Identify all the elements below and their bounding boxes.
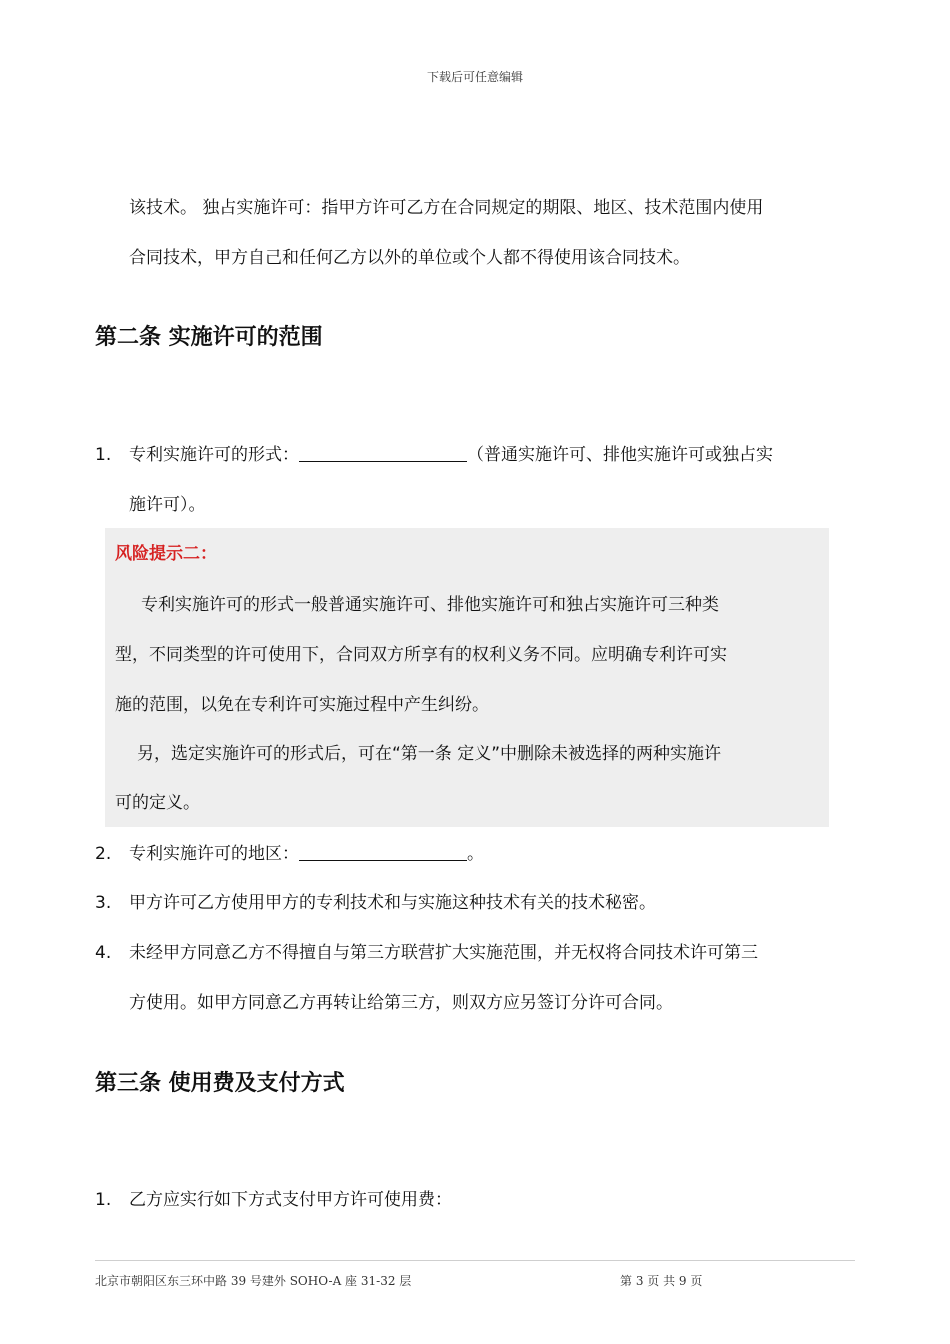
risk-notice-title: 风险提示二： bbox=[115, 544, 217, 564]
item-3-number: 3. bbox=[95, 893, 112, 913]
form-blank-line[interactable] bbox=[299, 840, 467, 861]
item-3-line: 甲方许可乙方使用甲方的专利技术和与实施这种技术有关的技术秘密。 bbox=[129, 893, 656, 913]
risk-line-1: 专利实施许可的形式一般普通实施许可、排他实施许可和独占实施许可三种类 bbox=[141, 595, 719, 615]
item-2-label: 专利实施许可的地区： bbox=[129, 844, 299, 864]
item-2-end: 。 bbox=[467, 844, 484, 864]
item-1-line-2: 施许可）。 bbox=[129, 495, 206, 515]
risk-line-5: 可的定义。 bbox=[115, 793, 200, 813]
header-note: 下载后可任意编辑 bbox=[426, 70, 523, 84]
item-1-text bbox=[129, 430, 773, 530]
section-2-heading: 第二条 实施许可的范围 bbox=[95, 325, 323, 350]
item-2-text bbox=[129, 829, 484, 879]
item-3-text bbox=[129, 878, 656, 928]
intro-line-1: 该技术。 独占实施许可：指甲方许可乙方在合同规定的期限、地区、技术范围内使用 bbox=[129, 198, 764, 218]
section-3-heading: 第三条 使用费及支付方式 bbox=[95, 1071, 345, 1096]
intro-paragraph bbox=[129, 183, 763, 283]
risk-line-2: 型，不同类型的许可使用下，合同双方所享有的权利义务不同。应明确专利许可实 bbox=[115, 645, 727, 665]
item-1-number: 1. bbox=[95, 445, 112, 465]
footer-address: 北京市朝阳区东三环中路 39 号建外 SOHO-A 座 31-32 层 bbox=[95, 1274, 412, 1288]
item-2-number: 2. bbox=[95, 844, 112, 864]
footer-divider bbox=[95, 1260, 855, 1261]
risk-line-3: 施的范围，以免在专利许可实施过程中产生纠纷。 bbox=[115, 695, 489, 715]
item-4-line-2: 方使用。如甲方同意乙方再转让给第三方，则双方应另签订分许可合同。 bbox=[129, 993, 673, 1013]
item-1-line-1 bbox=[129, 430, 773, 480]
s3-item-1-number: 1. bbox=[95, 1190, 112, 1210]
item-4-number: 4. bbox=[95, 943, 112, 963]
item-1-options: （普通实施许可、排他实施许可或独占实 bbox=[467, 445, 773, 465]
item-4-text bbox=[129, 928, 758, 1028]
item-4-line-1: 未经甲方同意乙方不得擅自与第三方联营扩大实施范围，并无权将合同技术许可第三 bbox=[129, 943, 758, 963]
intro-line-2: 合同技术，甲方自己和任何乙方以外的单位或个人都不得使用该合同技术。 bbox=[129, 248, 690, 268]
footer-page-number: 第 3 页 共 9 页 bbox=[620, 1274, 703, 1288]
s3-item-1-text bbox=[129, 1175, 452, 1225]
item-1-label: 专利实施许可的形式： bbox=[129, 445, 299, 465]
s3-item-1-line: 乙方应实行如下方式支付甲方许可使用费： bbox=[129, 1190, 452, 1210]
risk-line-4: 另，选定实施许可的形式后，可在“第一条 定义”中删除未被选择的两种实施许 bbox=[137, 744, 722, 764]
form-blank-line[interactable] bbox=[299, 441, 467, 462]
item-2-line bbox=[129, 829, 484, 879]
